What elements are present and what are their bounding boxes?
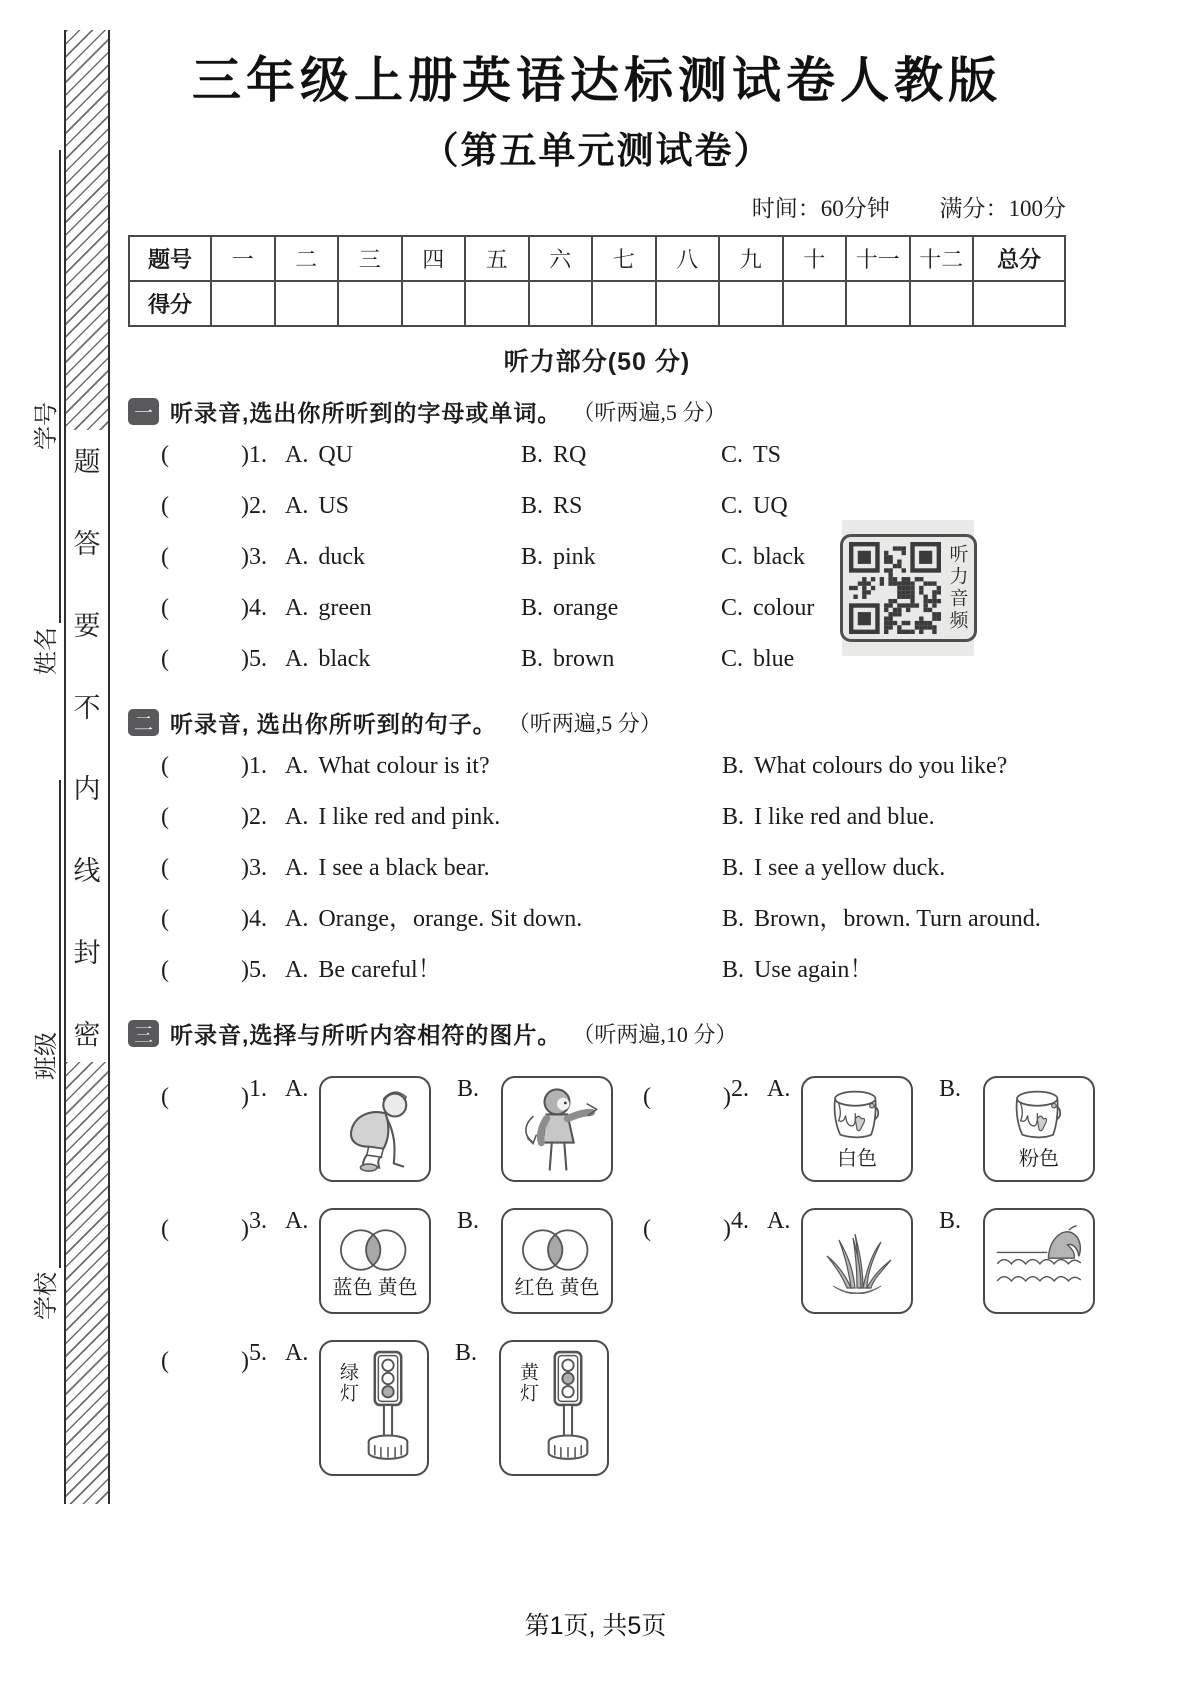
- answer-blank[interactable]: ( ): [161, 544, 249, 570]
- class-label: 班级: [34, 1032, 60, 1080]
- picture-question-row: [128, 1076, 1066, 1182]
- seal-char: 线: [73, 856, 101, 887]
- sea-wave-icon: [991, 1224, 1087, 1298]
- question-number: 2.: [249, 493, 267, 519]
- option-a: A. Orange，orange. Sit down.: [285, 906, 583, 932]
- seal-char: 密: [73, 1019, 101, 1050]
- question-number: 2.: [249, 804, 267, 830]
- section3-note: （听两遍,10 分）: [572, 1022, 738, 1047]
- section1-note: （听两遍,5 分）: [572, 400, 727, 425]
- score-header-cell: 十二: [910, 236, 974, 281]
- listening-audio-qr-block: [842, 520, 974, 656]
- answer-blank[interactable]: ( ): [643, 1216, 731, 1242]
- student-number-label: 学号: [34, 402, 60, 450]
- question-number: 3.: [249, 544, 267, 570]
- score-cell-empty: [592, 281, 656, 326]
- question-number: 4.: [249, 595, 267, 621]
- option-b-tag: B.: [455, 1340, 478, 1366]
- option-a: A. Be careful！: [285, 957, 442, 983]
- score-cell-empty: [846, 281, 910, 326]
- grass-tuft-icon: [811, 1228, 903, 1294]
- overlapping-circles-blue-yellow-image: [319, 1208, 431, 1314]
- seal-char: 题: [73, 447, 101, 477]
- question-number: 5.: [249, 957, 267, 983]
- overlapping-circles-icon: [507, 1224, 607, 1276]
- question-number: 1.: [249, 442, 267, 468]
- paper-title: 三年级上册英语达标测试卷人教版: [191, 53, 1002, 108]
- score-cell-empty: [973, 281, 1065, 326]
- answer-blank[interactable]: ( ): [161, 442, 249, 468]
- hatch-pattern-icon: [66, 1062, 108, 1504]
- section1-badge: 一: [128, 398, 159, 425]
- option-c: C. blue: [721, 646, 795, 672]
- score-cell-empty: [402, 281, 466, 326]
- color-label: 红色 黄色: [514, 1276, 600, 1299]
- answer-blank[interactable]: ( ): [161, 804, 249, 830]
- section2-questions: [128, 745, 1066, 1000]
- traffic-light-icon: [362, 1348, 414, 1468]
- seal-char: 答: [73, 528, 101, 559]
- question-row: [128, 796, 1066, 847]
- section3-heading: [128, 1017, 1066, 1050]
- score-cell-empty: [338, 281, 402, 326]
- seal-char: 要: [73, 610, 101, 641]
- question-number: 5.: [249, 1340, 267, 1366]
- option-a: A. I see a black bear.: [285, 855, 490, 881]
- question-row: [128, 434, 1066, 485]
- question-number: 4.: [249, 906, 267, 932]
- paint-bucket-icon: [824, 1089, 890, 1147]
- kid-crouching-icon: [325, 1083, 425, 1175]
- school-label: 学校: [34, 1272, 60, 1320]
- score-header-cell: 题号: [129, 236, 211, 281]
- score-cell-empty: [275, 281, 339, 326]
- color-label: 粉色: [1019, 1147, 1059, 1170]
- question-row: [128, 847, 1066, 898]
- seal-char: 封: [73, 938, 101, 969]
- paper-subtitle: （第五单元测试卷）: [421, 131, 773, 172]
- answer-blank[interactable]: ( ): [161, 906, 249, 932]
- traffic-light-icon: [542, 1348, 594, 1468]
- seal-line-text: [66, 430, 108, 1062]
- section1-heading: [128, 395, 1066, 428]
- seal-char: 不: [73, 692, 101, 723]
- section2-heading: [128, 706, 1066, 739]
- option-b: B. RQ: [521, 442, 587, 468]
- seal-char: 内: [73, 774, 101, 805]
- option-a: A. duck: [285, 544, 365, 570]
- color-label: 蓝色 黄色: [332, 1276, 418, 1299]
- kid-turning-around-icon: [507, 1083, 607, 1175]
- question-row: [128, 949, 1066, 1000]
- question-number: 1.: [249, 1076, 267, 1102]
- score-header-cell: 一: [211, 236, 275, 281]
- option-b: B. I see a yellow duck.: [722, 855, 946, 881]
- kid-turning-around-image: [501, 1076, 613, 1182]
- paint-bucket-pink-image: [983, 1076, 1095, 1182]
- seal-line-strip: [64, 30, 110, 1504]
- score-table-header-row: [129, 236, 1065, 281]
- score-cell-empty: [211, 281, 275, 326]
- question-number: 3.: [249, 1208, 267, 1234]
- option-b: B. RS: [521, 493, 583, 519]
- listening-audio-label: 听力音频: [946, 544, 968, 632]
- score-table-score-row: [129, 281, 1065, 326]
- option-b-tag: B.: [457, 1076, 480, 1102]
- option-a-tag: A.: [285, 1340, 309, 1366]
- time-limit-label: 时间：60分钟: [751, 196, 890, 221]
- score-header-cell: 十一: [846, 236, 910, 281]
- score-cell-empty: [529, 281, 593, 326]
- paper-body: [128, 0, 1066, 1476]
- option-b: B. What colours do you like?: [722, 753, 1008, 779]
- option-b: B. Use again！: [722, 957, 874, 983]
- option-c: C. UQ: [721, 493, 788, 519]
- option-a: A. black: [285, 646, 371, 672]
- answer-blank[interactable]: ( ): [161, 595, 249, 621]
- option-b-tag: B.: [939, 1208, 962, 1234]
- name-field: [27, 375, 61, 675]
- score-cell-empty: [656, 281, 720, 326]
- name-label: 姓名: [34, 627, 60, 675]
- section2-note: （听两遍,5 分）: [507, 711, 662, 736]
- option-a: A. QU: [285, 442, 354, 468]
- score-table: [128, 235, 1066, 327]
- paint-bucket-white-image: [801, 1076, 913, 1182]
- class-blank-line[interactable]: [31, 780, 61, 1028]
- score-row-label: 得分: [129, 281, 211, 326]
- answer-blank[interactable]: ( ): [161, 493, 249, 519]
- score-header-cell: 二: [275, 236, 339, 281]
- school-field: [27, 1020, 61, 1320]
- answer-blank[interactable]: ( ): [161, 646, 249, 672]
- question-number: 2.: [731, 1076, 749, 1102]
- hatch-pattern-icon: [66, 30, 108, 430]
- answer-blank[interactable]: ( ): [643, 1084, 731, 1110]
- option-a: A. What colour is it?: [285, 753, 490, 779]
- option-a: A. US: [285, 493, 350, 519]
- sea-wave-image: [983, 1208, 1095, 1314]
- score-header-cell: 四: [402, 236, 466, 281]
- score-header-cell: 七: [592, 236, 656, 281]
- option-b: B. brown: [521, 646, 615, 672]
- question-number: 3.: [249, 855, 267, 881]
- score-header-cell: 六: [529, 236, 593, 281]
- kid-crouching-image: [319, 1076, 431, 1182]
- option-c: C. colour: [721, 595, 815, 621]
- picture-question-row: [128, 1208, 1066, 1314]
- score-cell-empty: [719, 281, 783, 326]
- yellow-traffic-light-image: [499, 1340, 609, 1476]
- option-b: B. Brown，brown. Turn around.: [722, 906, 1041, 932]
- question-number: 1.: [249, 753, 267, 779]
- option-a-tag: A.: [767, 1208, 791, 1234]
- section3-badge: 三: [128, 1020, 159, 1047]
- overlapping-circles-icon: [325, 1224, 425, 1276]
- grass-image: [801, 1208, 913, 1314]
- page-number: 第1页, 共5页: [524, 1612, 667, 1640]
- score-cell-empty: [783, 281, 847, 326]
- score-header-cell: 八: [656, 236, 720, 281]
- school-blank-line[interactable]: [31, 1020, 61, 1268]
- green-traffic-light-image: [319, 1340, 429, 1476]
- option-b-tag: B.: [939, 1076, 962, 1102]
- section3-title: 听录音,选择与所听内容相符的图片。: [170, 1022, 562, 1048]
- score-header-cell: 九: [719, 236, 783, 281]
- score-cell-empty: [910, 281, 974, 326]
- option-c: C. TS: [721, 442, 782, 468]
- section2-badge: 二: [128, 709, 159, 736]
- option-b-tag: B.: [457, 1208, 480, 1234]
- option-a-tag: A.: [767, 1076, 791, 1102]
- student-number-blank-line[interactable]: [31, 150, 61, 398]
- question-row: [128, 745, 1066, 796]
- answer-blank[interactable]: ( ): [161, 1348, 249, 1374]
- name-blank-line[interactable]: [31, 375, 61, 623]
- option-a-tag: A.: [285, 1076, 309, 1102]
- option-c: C. black: [721, 544, 805, 570]
- question-row: [128, 898, 1066, 949]
- option-a-tag: A.: [285, 1208, 309, 1234]
- score-header-cell: 五: [465, 236, 529, 281]
- score-header-cell: 十: [783, 236, 847, 281]
- traffic-light-label: 黄灯: [517, 1362, 538, 1404]
- answer-blank[interactable]: ( ): [161, 753, 249, 779]
- color-label: 白色: [837, 1147, 877, 1170]
- section2-title: 听录音, 选出你所听到的句子。: [170, 711, 497, 737]
- option-b: B. I like red and blue.: [722, 804, 935, 830]
- question-number: 5.: [249, 646, 267, 672]
- answer-blank[interactable]: ( ): [161, 1084, 249, 1110]
- answer-blank[interactable]: ( ): [161, 1216, 249, 1242]
- option-b: B. orange: [521, 595, 619, 621]
- exam-meta: [128, 190, 1066, 223]
- qr-frame: [840, 534, 977, 642]
- full-score-label: 满分：100分: [939, 196, 1066, 221]
- answer-blank[interactable]: ( ): [161, 957, 249, 983]
- option-b: B. pink: [521, 544, 596, 570]
- overlapping-circles-red-yellow-image: [501, 1208, 613, 1314]
- score-header-cell: 总分: [973, 236, 1065, 281]
- listening-part-title: 听力部分(50 分): [503, 348, 691, 376]
- option-a: A. green: [285, 595, 372, 621]
- paint-bucket-icon: [1006, 1089, 1072, 1147]
- picture-question-row: [128, 1340, 1066, 1476]
- answer-blank[interactable]: ( ): [161, 855, 249, 881]
- option-a: A. I like red and pink.: [285, 804, 501, 830]
- score-header-cell: 三: [338, 236, 402, 281]
- qr-code-icon: [849, 542, 941, 634]
- section1-title: 听录音,选出你所听到的字母或单词。: [170, 400, 562, 426]
- traffic-light-label: 绿灯: [337, 1362, 358, 1404]
- question-number: 4.: [731, 1208, 749, 1234]
- score-cell-empty: [465, 281, 529, 326]
